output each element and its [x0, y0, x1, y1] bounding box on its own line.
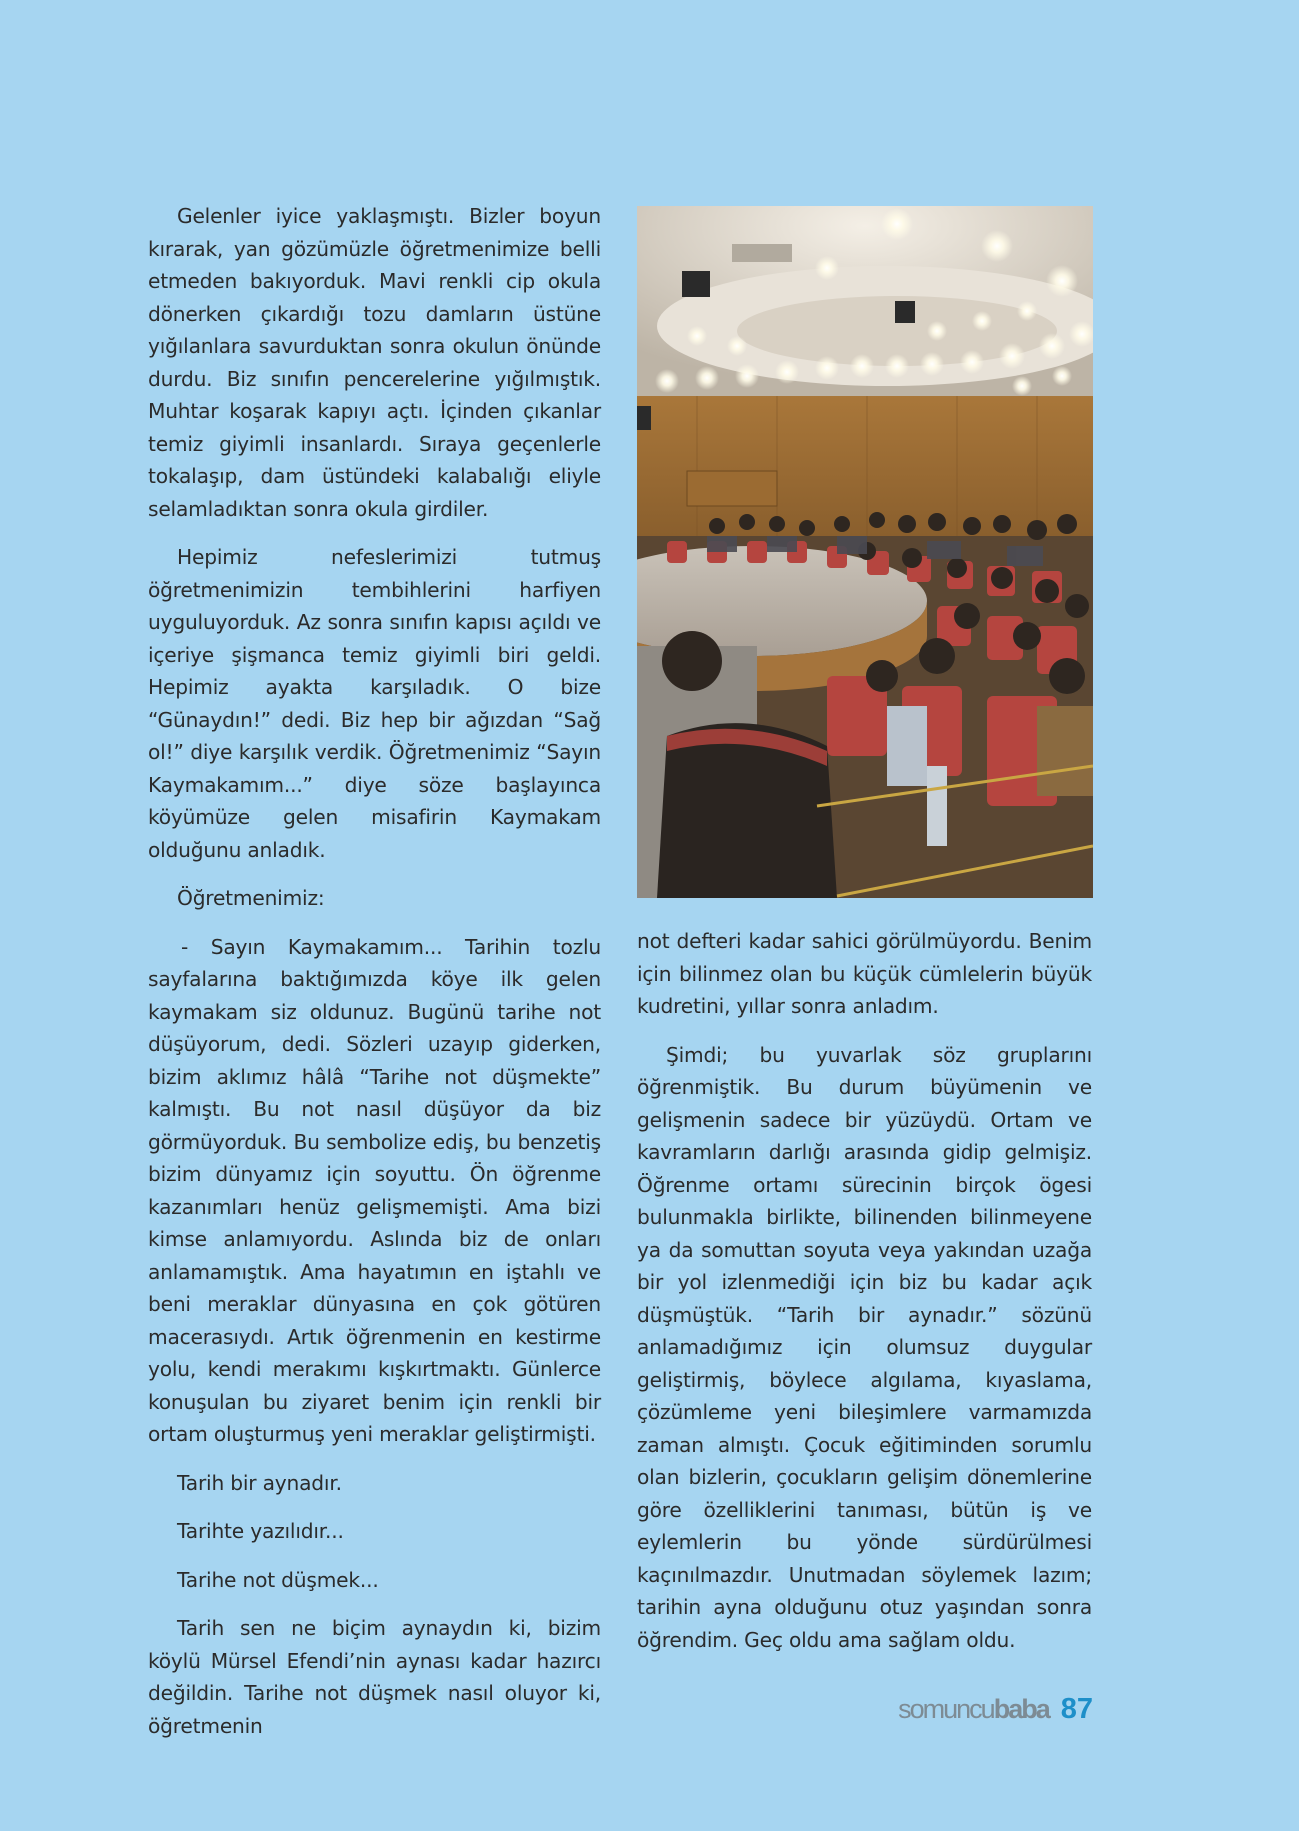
paragraph: Tarih sen ne biçim aynaydın ki, bizim köylü Mürsel Efendi’nin aynası kadar hazırcı değildin. Tarihe not düşmek nasıl oluyor ki, öğretmenin — [148, 1616, 601, 1738]
paragraph: Şimdi; bu yuvarlak söz gruplarını öğrenmiştik. Bu durum büyümenin ve gelişmenin sadece bir yüzüydü. Ortam ve kavramların darlığı arasında gidip gelmişiz. Öğrenme ortamı sürecinin birçok ögesi bulunmakla birlikte, bilinenden bilinmeyene ya da somuttan soyuta veya yakından uzağa bir yol izlenmediği için biz bu kadar açık düşmüştük. “Tarih bir aynadır.” sözünü anlamadığımız için olumsuz duygular geliştirmiş, böylece algılama, kıyaslama, çözümleme yeni bileşimlere varmamızda zaman almıştı. Çocuk eğitiminden sorumlu olan bizlerin, çocukların gelişim dönemlerine göre özelliklerini tanıması, bütün iş ve eylemlerin bu yönde sürdürülmesi kaçınılmazdır. Unutmadan söylemek lazım; tarihin ayna olduğunu otuz yaşından sonra öğrendim. Geç oldu ama sağlam oldu. — [637, 1042, 1092, 1652]
paragraph: - Sayın Kaymakamım... Tarihin tozlu sayfalarına baktığımızda köye ilk gelen kaymakam siz oldunuz. Bugünü tarihe not düşüyorum, dedi. Sözleri uzayıp giderken, bizim aklımız hâlâ “Tarihe not düşmekte” kalmıştı. Bu not nasıl düşüyor da biz görmüyorduk. Bu sembolize ediş, bu benzetiş bizim dünyamız için soyuttu. Ön öğrenme kazanımları henüz gelişmemişti. Ama bizi kimse anlamıyordu. Aslında biz de onları anlamamıştık. Ama hayatımın en iştahlı ve beni meraklar dünyasına en çok götüren macerasıydı. Artık öğrenmenin en kestirme yolu, kendi merakımı kışkırtmaktı. Günlerce konuşulan bu ziyaret benim için renkli bir ortam oluşturmuş yeni meraklar geliştirmişti. — [148, 934, 601, 1446]
paragraph: Tarihe not düşmek... — [177, 1567, 379, 1592]
page-footer — [898, 1693, 1093, 1733]
paragraph: Tarih bir aynadır. — [177, 1470, 342, 1495]
auditorium-photo — [637, 206, 1093, 898]
paragraph: Hepimiz nefeslerimizi tutmuş öğretmenimizin tembihlerini harfiyen uyguluyorduk. Az sonra sınıfın kapısı açıldı ve içeriye şişmanca temiz giyimli biri geldi. Hepimiz ayakta karşıladık. O bize “Günaydın!” dedi. Biz hep bir ağızdan “Sağ ol!” diye karşılık verdik. Öğretmenimiz “Sayın Kaymakamım...” diye söze başlayınca köyümüze gelen misafirin Kaymakam olduğunu anladık. — [148, 545, 601, 862]
auditorium-illustration — [637, 206, 1093, 898]
paragraph: not defteri kadar sahici görülmüyordu. Benim için bilinmez olan bu küçük cümlelerin büyük kudretini, yıllar sonra anladım. — [637, 929, 1092, 1018]
page-number: 87 — [1060, 1693, 1093, 1725]
right-text-column — [637, 925, 1092, 1672]
paragraph: Gelenler iyice yaklaşmıştı. Bizler boyun kırarak, yan gözümüzle öğretmenimize belli etmeden bakıyorduk. Mavi renkli cip okula dönerken çıkardığı tozu damların üstüne yığılanlara savurduktan sonra okulun önünde durdu. Biz sınıfın pencerelerine yığılmıştık. Muhtar koşarak kapıyı açtı. İçinden çıkanlar temiz giyimli insanlardı. Sıraya geçenlerle tokalaşıp, dam üstündeki kalabalığı eliyle selamladıktan sonra okula girdiler. — [148, 204, 601, 521]
left-text-column — [148, 200, 601, 1758]
magazine-name-light: somuncu — [898, 1694, 994, 1724]
magazine-name-bold: baba — [993, 1694, 1049, 1724]
paragraph: Tarihte yazılıdır... — [177, 1519, 344, 1543]
paragraph: Öğretmenimiz: — [177, 886, 325, 910]
